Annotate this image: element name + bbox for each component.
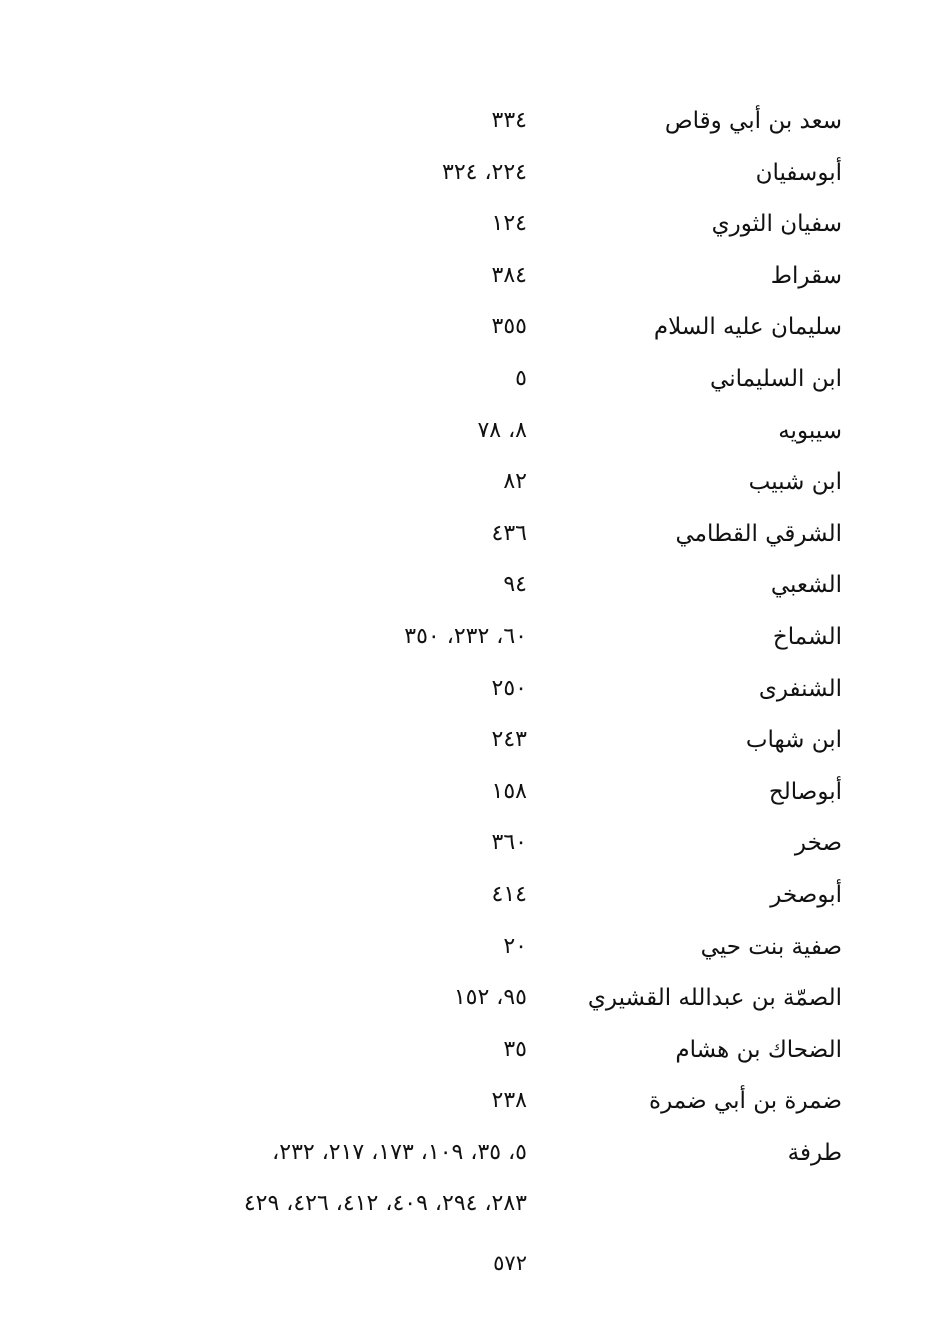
index-entry [0,1076,947,1128]
entry-pages: ٨٢ [503,469,527,495]
entry-pages: ٣٨٤ [491,262,527,288]
entry-pages: ٩٤ [503,572,527,598]
index-list [0,96,947,1231]
index-entry [0,973,947,1025]
entry-pages: ٣٣٤ [491,108,527,133]
entry-name: أبوسفيان [755,159,842,186]
entry-name: أبوصالح [768,778,842,805]
index-entry [0,818,947,870]
entry-pages: ٣٥ [503,1036,527,1062]
entry-name: طرفة [787,1139,842,1166]
index-entry [0,457,947,509]
entry-pages: ٩٥، ١٥٢ [453,985,527,1011]
page-number: ٥٧٢ [493,1251,527,1275]
entry-name: الضحاك بن هشام [675,1036,842,1063]
index-entry [0,406,947,458]
entry-pages: ٨، ٧٨ [477,417,527,443]
entry-name: الشرقي القطامي [675,520,842,547]
index-entry [0,96,947,148]
entry-pages: ٦٠، ٢٣٢، ٣٥٠ [404,623,527,649]
entry-pages: ٣٦٠ [491,830,527,856]
entry-pages: ٢٤٣ [491,727,527,753]
entry-name: أبوصخر [770,881,842,908]
entry-pages: ١٢٤ [491,211,527,237]
entry-pages: ٤١٤ [491,881,527,907]
entry-pages: ٢٣٨ [491,1088,527,1114]
index-entry [0,1025,947,1077]
index-entry [0,302,947,354]
entry-name: ابن شهاب [745,727,842,754]
index-entry-continuation [0,1179,947,1231]
index-entry [0,560,947,612]
index-entry [0,354,947,406]
index-entry [0,251,947,303]
entry-pages: ٢٢٤، ٣٢٤ [442,159,527,185]
entry-name: سعد بن أبي وقاص [664,108,842,134]
entry-name: ابن السليماني [710,365,842,392]
entry-pages-continuation: ٢٨٣، ٢٩٤، ٤٠٩، ٤١٢، ٤٢٦، ٤٢٩ [243,1191,527,1217]
entry-pages: ٥، ٣٥، ١٠٩، ١٧٣، ٢١٧، ٢٣٢، [272,1139,527,1165]
entry-name: الشعبي [770,572,842,599]
entry-name: سفيان الثوري [711,211,842,238]
index-entry [0,767,947,819]
entry-name: سيبويه [778,417,842,444]
index-entry [0,664,947,716]
entry-name: صفية بنت حيي [700,933,842,960]
entry-name: الشنفرى [758,675,842,702]
index-entry [0,1128,947,1180]
entry-name: الصمّة بن عبدالله القشيري [587,985,842,1012]
entry-pages: ٤٣٦ [491,520,527,546]
index-entry [0,870,947,922]
index-entry [0,922,947,974]
entry-name: ضمرة بن أبي ضمرة [649,1088,842,1115]
entry-name: ابن شبيب [748,469,842,496]
entry-name: سليمان عليه السلام [653,314,842,341]
entry-name: سقراط [770,262,842,289]
entry-pages: ٣٥٥ [491,314,527,340]
entry-pages: ٢٥٠ [491,675,527,701]
entry-name: صخر [794,830,842,857]
index-entry [0,612,947,664]
index-entry [0,199,947,251]
index-entry [0,715,947,767]
index-entry [0,148,947,200]
entry-pages: ١٥٨ [491,778,527,804]
index-entry [0,509,947,561]
entry-name: الشماخ [772,623,842,650]
entry-pages: ٢٠ [503,933,527,959]
entry-pages: ٥ [515,365,527,391]
